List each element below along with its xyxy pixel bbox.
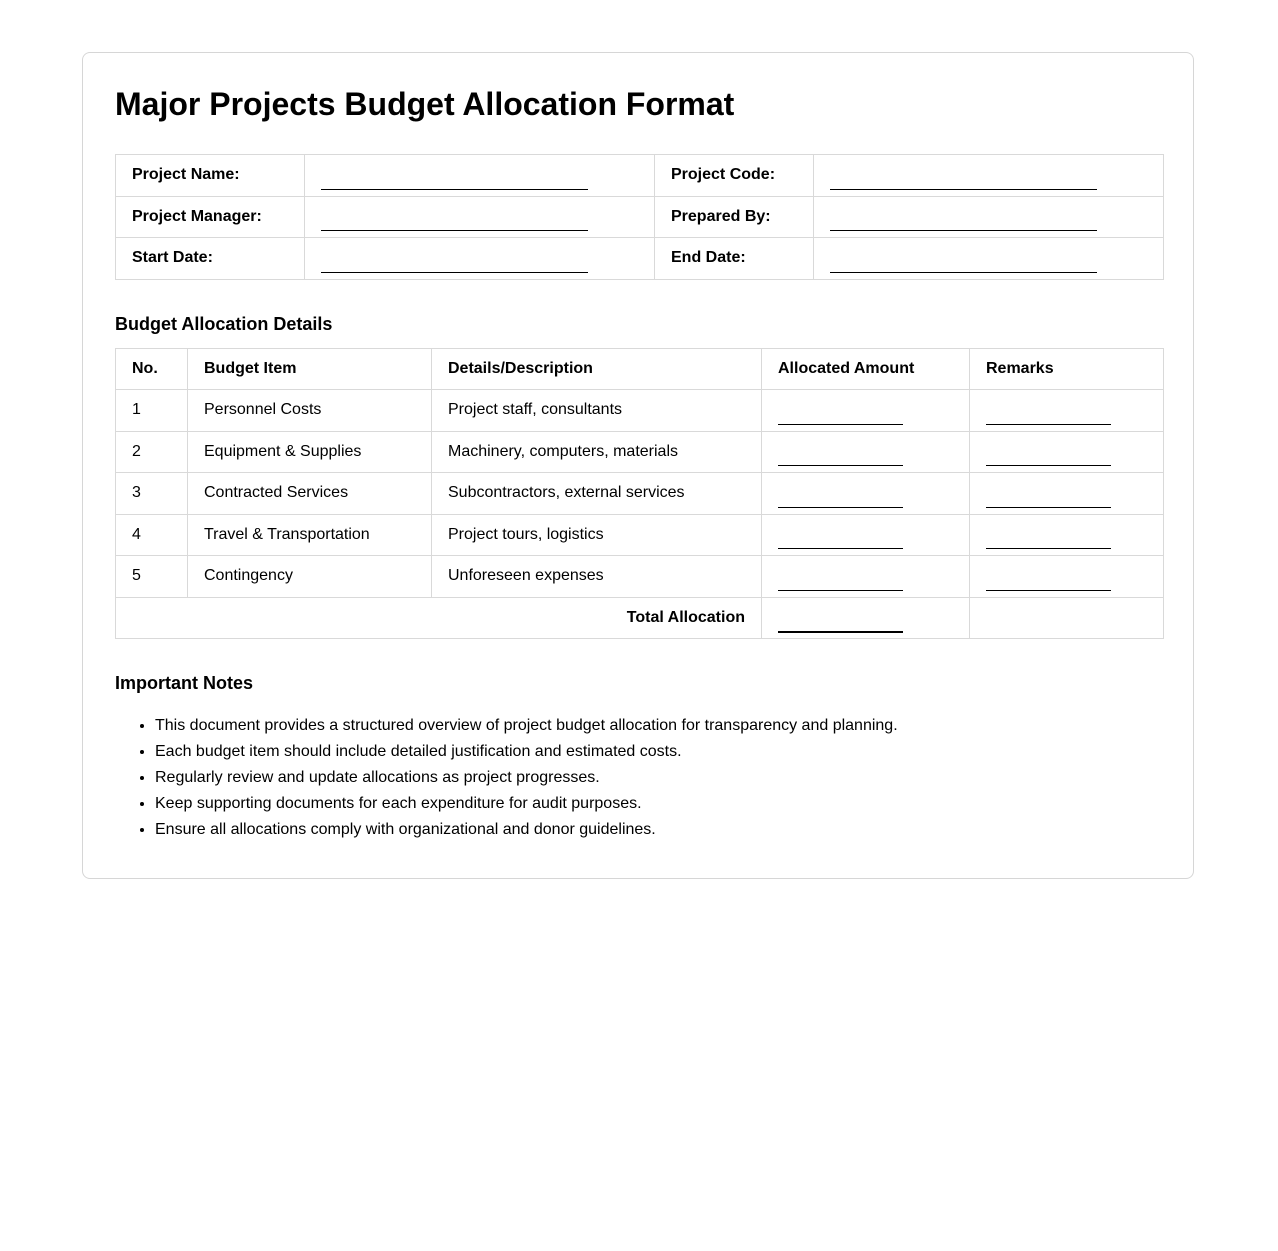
blank-line xyxy=(778,532,903,549)
project-code-field[interactable] xyxy=(814,155,1164,197)
total-row xyxy=(116,597,1164,639)
table-row xyxy=(116,473,1164,515)
amount-field[interactable] xyxy=(762,556,970,598)
notes-list xyxy=(115,713,898,843)
start-date-label: Start Date: xyxy=(116,238,305,280)
row-details: Subcontractors, external services xyxy=(432,473,762,515)
blank-line xyxy=(778,615,903,633)
project-info-table xyxy=(115,154,1164,280)
row-no: 5 xyxy=(116,556,188,598)
prepared-by-field[interactable] xyxy=(814,196,1164,238)
project-manager-label: Project Manager: xyxy=(116,196,305,238)
start-date-field[interactable] xyxy=(305,238,655,280)
project-code-label: Project Code: xyxy=(655,155,814,197)
total-label: Total Allocation xyxy=(116,597,762,639)
prepared-by-label: Prepared By: xyxy=(655,196,814,238)
blank-line xyxy=(830,214,1097,231)
end-date-field[interactable] xyxy=(814,238,1164,280)
column-header-details: Details/Description xyxy=(432,349,762,390)
column-header-amount: Allocated Amount xyxy=(762,349,970,390)
amount-field[interactable] xyxy=(762,431,970,473)
blank-line xyxy=(986,408,1111,425)
row-details: Project staff, consultants xyxy=(432,390,762,432)
list-item: • This document provides a structured overview of project budget allocation for transparency and planning. xyxy=(155,713,898,739)
remarks-field[interactable] xyxy=(970,556,1164,598)
amount-field[interactable] xyxy=(762,390,970,432)
budget-header-row xyxy=(116,349,1164,390)
blank-line xyxy=(986,532,1111,549)
budget-table xyxy=(115,348,1164,639)
table-row xyxy=(116,556,1164,598)
row-item: Equipment & Supplies xyxy=(188,431,432,473)
table-row xyxy=(116,390,1164,432)
remarks-field[interactable] xyxy=(970,431,1164,473)
blank-line xyxy=(986,449,1111,466)
document-title: Major Projects Budget Allocation Format xyxy=(115,86,735,122)
row-details: Project tours, logistics xyxy=(432,514,762,556)
blank-line xyxy=(830,173,1097,190)
end-date-label: End Date: xyxy=(655,238,814,280)
blank-line xyxy=(830,256,1097,273)
row-item: Personnel Costs xyxy=(188,390,432,432)
blank-line xyxy=(986,491,1111,508)
amount-field[interactable] xyxy=(762,473,970,515)
row-details: Unforeseen expenses xyxy=(432,556,762,598)
budget-section-heading: Budget Allocation Details xyxy=(115,314,333,334)
row-details: Machinery, computers, materials xyxy=(432,431,762,473)
info-row xyxy=(116,238,1164,280)
amount-field[interactable] xyxy=(762,514,970,556)
table-row xyxy=(116,431,1164,473)
blank-line xyxy=(778,574,903,591)
list-item: • Regularly review and update allocations as project progresses. xyxy=(155,765,898,791)
total-remarks-cell xyxy=(970,597,1164,639)
row-no: 3 xyxy=(116,473,188,515)
list-item: • Each budget item should include detailed justification and estimated costs. xyxy=(155,739,898,765)
project-manager-field[interactable] xyxy=(305,196,655,238)
row-no: 1 xyxy=(116,390,188,432)
column-header-no: No. xyxy=(116,349,188,390)
project-name-label: Project Name: xyxy=(116,155,305,197)
list-item: • Ensure all allocations comply with organizational and donor guidelines. xyxy=(155,817,898,843)
document-card xyxy=(82,52,1194,879)
remarks-field[interactable] xyxy=(970,514,1164,556)
row-item: Travel & Transportation xyxy=(188,514,432,556)
blank-line xyxy=(986,574,1111,591)
blank-line xyxy=(321,173,588,190)
remarks-field[interactable] xyxy=(970,473,1164,515)
blank-line xyxy=(778,491,903,508)
row-no: 2 xyxy=(116,431,188,473)
notes-section-heading: Important Notes xyxy=(115,673,254,693)
remarks-field[interactable] xyxy=(970,390,1164,432)
blank-line xyxy=(778,449,903,466)
row-no: 4 xyxy=(116,514,188,556)
row-item: Contingency xyxy=(188,556,432,598)
total-amount-field[interactable] xyxy=(762,597,970,639)
row-item: Contracted Services xyxy=(188,473,432,515)
info-row xyxy=(116,196,1164,238)
blank-line xyxy=(778,408,903,425)
blank-line xyxy=(321,256,588,273)
project-name-field[interactable] xyxy=(305,155,655,197)
blank-line xyxy=(321,214,588,231)
column-header-remarks: Remarks xyxy=(970,349,1164,390)
list-item: • Keep supporting documents for each expenditure for audit purposes. xyxy=(155,791,898,817)
column-header-item: Budget Item xyxy=(188,349,432,390)
table-row xyxy=(116,514,1164,556)
info-row xyxy=(116,155,1164,197)
